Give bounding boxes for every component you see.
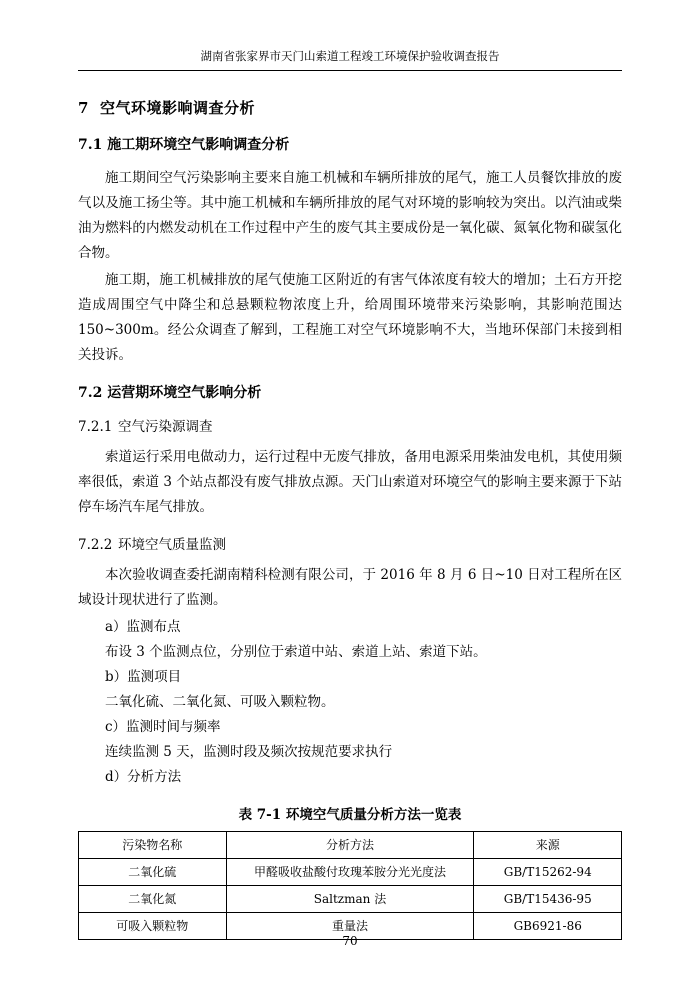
page-header (78, 48, 622, 70)
air-quality-analysis-method-table (78, 831, 622, 940)
subsubsection-heading-7-2-2 (78, 533, 622, 553)
subsubsection-heading-7-2-1 (78, 415, 622, 435)
table-cell-pollutant: 二氧化氮 (79, 886, 227, 913)
subsection-title-7-2: 运营期环境空气影响分析 (107, 384, 262, 401)
list-item-text-b: 二氧化硫、二氧化氮、可吸入颗粒物。 (105, 693, 335, 710)
list-item-text-a: 布设 3 个监测点位，分别位于索道中站、索道上站、索道下站。 (105, 643, 487, 660)
header-divider (78, 70, 622, 71)
table-header-cell-method: 分析方法 (226, 832, 474, 859)
table-caption: 表 7-1 环境空气质量分析方法一览表 (238, 807, 462, 824)
page-number: 70 (342, 934, 358, 948)
subsection-heading-7-2 (78, 382, 622, 402)
subsection-title-7-1: 施工期环境空气影响调查分析 (107, 137, 290, 154)
table-cell-pollutant: 可吸入颗粒物 (79, 913, 227, 940)
subsection-number-7-1: 7.1 (78, 137, 103, 154)
list-item-label-c: c）监测时间与频率 (105, 718, 221, 735)
table-header-cell-source: 来源 (474, 832, 622, 859)
table-cell-method: 重量法 (226, 913, 474, 940)
table-cell-method: Saltzman 法 (226, 886, 474, 913)
section-heading (78, 97, 622, 118)
list-item-label-a: a）监测布点 (105, 618, 181, 635)
subsubsection-number-7-2-2: 7.2.2 (78, 536, 113, 553)
table-row (79, 886, 622, 913)
list-item-label-d: d）分析方法 (105, 768, 182, 785)
list-item-label-b: b）监测项目 (105, 668, 182, 685)
section-number: 7 (78, 99, 89, 118)
table-cell-source: GB6921-86 (474, 913, 622, 940)
paragraph-7-1-2: 施工期，施工机械排放的尾气使施工区附近的有害气体浓度有较大的增加；土石方开挖造成周围空气中降尘和总悬颗粒物浓度上升，给周围环境带来污染影响，其影响范围达 150~300m。经公众调查了解到，工程施工对空气环境影响不大，当地环保部门未接到相关投诉。 (78, 271, 622, 363)
list-item-text-c: 连续监测 5 天，监测时段及频次按规范要求执行 (105, 743, 393, 760)
subsection-heading-7-1 (78, 134, 622, 154)
table-header-row (79, 832, 622, 859)
running-title: 湖南省张家界市天门山索道工程竣工环境保护验收调查报告 (200, 49, 500, 63)
section-title: 空气环境影响调查分析 (100, 99, 256, 118)
table-cell-method: 甲醛吸收盐酸付玫瑰苯胺分光光度法 (226, 859, 474, 886)
table-cell-pollutant: 二氧化硫 (79, 859, 227, 886)
subsubsection-title-7-2-2: 环境空气质量监测 (118, 536, 226, 553)
subsubsection-title-7-2-1: 空气污染源调查 (118, 418, 213, 435)
subsubsection-number-7-2-1: 7.2.1 (78, 418, 113, 435)
paragraph-7-2-1-1: 索道运行采用电做动力，运行过程中无废气排放，备用电源采用柴油发电机，其使用频率很低，索道 3 个站点都没有废气排放点源。天门山索道对环境空气的影响主要来源于下站停车场汽车尾气排放。 (78, 448, 622, 515)
paragraph-7-1-1: 施工期间空气污染影响主要来自施工机械和车辆所排放的尾气，施工人员餐饮排放的废气以及施工扬尘等。其中施工机械和车辆所排放的尾气对环境的影响较为突出。以汽油或柴油为燃料的内燃发动机在工作过程中产生的废气其主要成份是一氧化碳、氮氧化物和碳氢化合物。 (78, 170, 622, 261)
table-cell-source: GB/T15436-95 (474, 886, 622, 913)
table-header-cell-pollutant: 污染物名称 (79, 832, 227, 859)
table-row (79, 859, 622, 886)
subsection-number-7-2: 7.2 (78, 384, 103, 401)
table-cell-source: GB/T15262-94 (474, 859, 622, 886)
paragraph-7-2-2-1: 本次验收调查委托湖南精科检测有限公司，于 2016 年 8 月 6 日~10 日对工程所在区域设计现状进行了监测。 (78, 566, 622, 608)
